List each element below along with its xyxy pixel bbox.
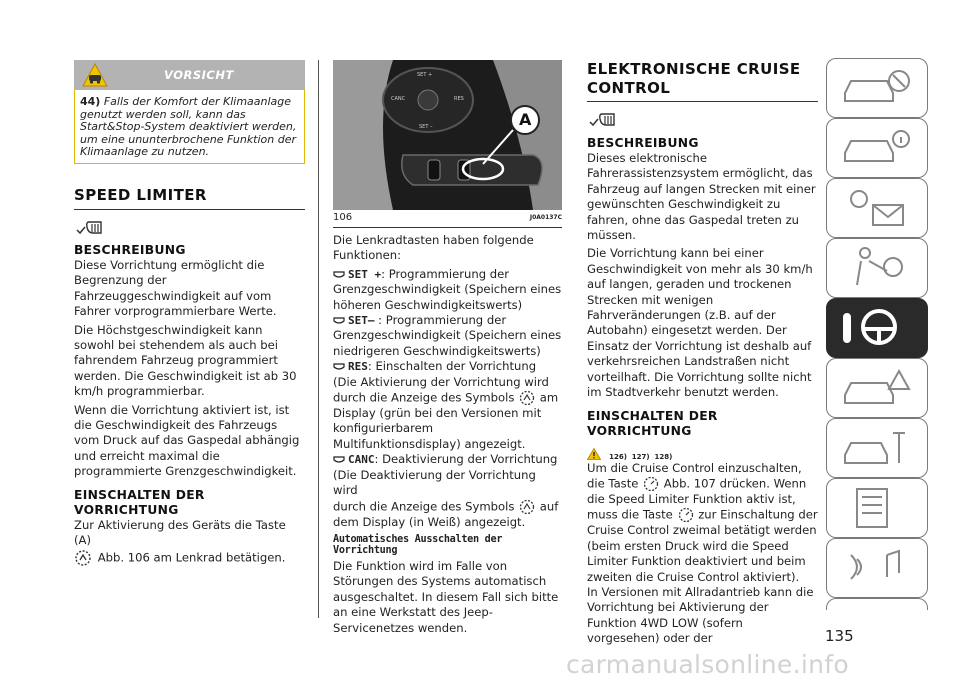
left-column: [74, 60, 305, 567]
item2-text: : Programmierung der Grenzgeschwindigkeit (Speichern eines niedrigeren Geschwindigkeitswerts): [333, 313, 562, 358]
datasheet-icon: [827, 479, 927, 536]
cc-on-p1b: Taste: [608, 476, 639, 491]
figure-106: [333, 60, 562, 210]
tab-emergency[interactable]: [826, 358, 928, 418]
btn-res: RES: [454, 96, 464, 102]
cruise-control-icon: [588, 111, 618, 129]
cc-desc-p1: Dieses elektronische Fahrerassistenzsystem ermöglicht, das Fahrzeug auf langen Strecken mit einer gewünschten Geschwindigkeit zu fahren, ohne das Gaspedal treten zu müssen.: [587, 151, 816, 243]
tab-maintenance[interactable]: [826, 418, 928, 478]
cruise-button-icon: [642, 476, 660, 492]
item3-key: RES: [348, 360, 368, 374]
cruise-title-2: CONTROL: [587, 79, 671, 97]
middle-column: [333, 60, 562, 639]
tab-instrument-info[interactable]: [826, 118, 928, 178]
warning-body: [74, 90, 305, 164]
right-column: [587, 60, 818, 650]
cc-on-p1e: zur Einschaltung der Cruise Control zweimal betätigt werden (beim ersten Druck wird die Speed Limiter Funktion deaktiviert und beim zweiten die Cruise Control aktiviert).: [587, 507, 818, 584]
figure-code: J0A0137C: [529, 214, 562, 221]
tab-technical-data[interactable]: [826, 478, 928, 538]
warning-note-number: 44): [80, 95, 101, 108]
sl-on-p1: Zur Aktivierung des Geräts die Taste (A): [74, 517, 286, 548]
item3-cont-b: am Display (grün bei den Versionen mit konfigurierbarem Multifunktionsdisplay) angezeigt.: [333, 390, 559, 451]
title-rule: [587, 101, 818, 102]
sl-desc-p1: Diese Vorrichtung ermöglicht die Begrenzung der Fahrzeuggeschwindigkeit auf vom Fahrer vorprogrammierbare Werte.: [74, 258, 277, 319]
warning-icon: [587, 448, 601, 460]
cruise-button-icon: [677, 507, 695, 523]
item4-cont-a: durch die Anzeige des Symbols: [333, 499, 515, 513]
sl-desc-p2: Die Höchstgeschwindigkeit kann sowohl bei stehendem als auch bei fahrendem Fahrzeug programmiert werden. Die Geschwindigkeit ist ab 30 km/h programmierbar.: [74, 322, 297, 399]
steering-wheel-icon: [333, 316, 345, 326]
airbag-icon: [827, 239, 927, 296]
steering-wheel-icon: [333, 270, 345, 280]
car-info-icon: [827, 119, 927, 176]
tab-starting-driving[interactable]: [826, 298, 928, 358]
cc-on-heading: EINSCHALTEN DER VORRICHTUNG: [587, 408, 718, 438]
column-divider: [318, 60, 319, 618]
cc-on-p1d: die Taste: [621, 507, 673, 522]
warning-title: VORSICHT: [164, 68, 234, 82]
figure-caption: [333, 210, 562, 228]
item4-key: CANC: [348, 453, 375, 467]
auto-text: Die Funktion wird im Falle von Störungen des Systems automatisch ausgeschaltet. In diesem Fall sich bitte an eine Werkstatt des Jeep-Servicenetzes wenden.: [333, 558, 559, 635]
item1-key: SET +: [348, 267, 382, 281]
item2-key: SET–: [348, 314, 375, 328]
cc-refs: 126) 127) 128): [609, 452, 673, 461]
warning-icon: [82, 63, 108, 87]
item4-text: : Deaktivierung der Vorrichtung (Die Deaktivierung der Vorrichtung wird: [333, 452, 558, 498]
speed-limiter-symbol-icon: [518, 390, 536, 406]
tab-safety-lights[interactable]: [826, 178, 928, 238]
sl-on-p2: Abb. 106 am Lenkrad betätigen.: [97, 550, 286, 564]
watermark: carmanualsonline.info: [566, 650, 849, 679]
light-envelope-icon: [827, 179, 927, 236]
cc-on-p1a: Um die Cruise Control einzuschalten, die: [587, 460, 802, 491]
steering-wheel-photo: [333, 60, 562, 210]
btn-set-plus: SET +: [417, 72, 433, 78]
steering-wheel-icon: [333, 455, 345, 465]
multimedia-icon: [827, 539, 927, 596]
cruise-title-1: ELEKTRONISCHE CRUISE: [587, 60, 801, 78]
car-warning-icon: [827, 359, 927, 416]
sl-on-heading: EINSCHALTEN DER VORRICHTUNG: [74, 487, 205, 517]
cc-desc-p2: Die Vorrichtung kann bei einer Geschwindigkeit von mehr als 30 km/h auf langen, geraden und trockenen Strecken mit wenigen Fahrveränderungen (z.B. auf der Autobahn) eingesetzt werden. Der Einsatz der Vorrichtung ist deshalb auf verkehrsreichen Landstraßen nicht vorteilhaft. Die Vorrichtung sollte nicht im Stadtverkehr benutzt werden.: [587, 246, 813, 400]
wrench-icon: [827, 419, 927, 476]
tab-safety-airbag[interactable]: [826, 238, 928, 298]
speed-limiter-icon: [75, 219, 105, 237]
tab-index[interactable]: [826, 598, 928, 610]
cc-desc-heading: BESCHREIBUNG: [587, 136, 699, 150]
warning-header: [74, 60, 305, 90]
item3-cont-a: durch die Anzeige des Symbols: [333, 390, 515, 405]
middle-intro: Die Lenkradtasten haben folgende Funktionen:: [333, 233, 534, 263]
figure-number: 106: [333, 212, 353, 223]
tab-vehicle-overview[interactable]: [826, 58, 928, 118]
btn-set-minus: SET –: [419, 124, 433, 130]
car-front-icon: [827, 59, 927, 116]
item3-text: : Einschalten der Vorrichtung (Die Aktivierung der Vorrichtung wird: [333, 359, 549, 389]
cc-on-p1c: Abb. 107 drücken. Wenn die Speed Limiter Funktion aktiv ist, muss: [587, 476, 807, 522]
speed-limiter-symbol-icon: [518, 499, 536, 515]
sl-desc-heading: BESCHREIBUNG: [74, 243, 186, 257]
item1-text: : Programmierung der Grenzgeschwindigkeit (Speichern eines höheren Geschwindigkeitswerts): [333, 266, 562, 312]
auto-heading: Automatisches Ausschalten der Vorrichtung: [333, 533, 503, 556]
figure-label-a: A: [519, 110, 532, 129]
page-number: 135: [825, 627, 854, 645]
warning-note-text: Falls der Komfort der Klimaanlage genutzt werden soll, kann das Start&Stop-System deaktiviert werden, um eine ununterbrochene Funktion der Klimaanlage zu nutzen.: [80, 95, 297, 159]
speed-limiter-title: SPEED LIMITER: [74, 186, 207, 204]
tab-multimedia[interactable]: [826, 538, 928, 598]
title-rule: [74, 209, 305, 210]
item4-cont-b: auf dem Display (in Weiß) angezeigt.: [333, 499, 559, 529]
cc-on-p2: In Versionen mit Allradantrieb kann die Vorrichtung bei Aktivierung der Funktion 4WD LOW (sofern vorgesehen) oder der: [587, 584, 814, 646]
steering-wheel-icon: [333, 362, 345, 372]
sl-desc-p3: Wenn die Vorrichtung aktiviert ist, ist die Geschwindigkeit des Fahrzeugs vom Druck auf das Gaspedal abhängig und erreicht maximal die programmierte Grenzgeschwindigkeit.: [74, 402, 300, 479]
steering-key-icon: [827, 299, 927, 356]
btn-canc: CANC: [391, 96, 406, 102]
speed-limiter-button-icon: [74, 549, 94, 567]
